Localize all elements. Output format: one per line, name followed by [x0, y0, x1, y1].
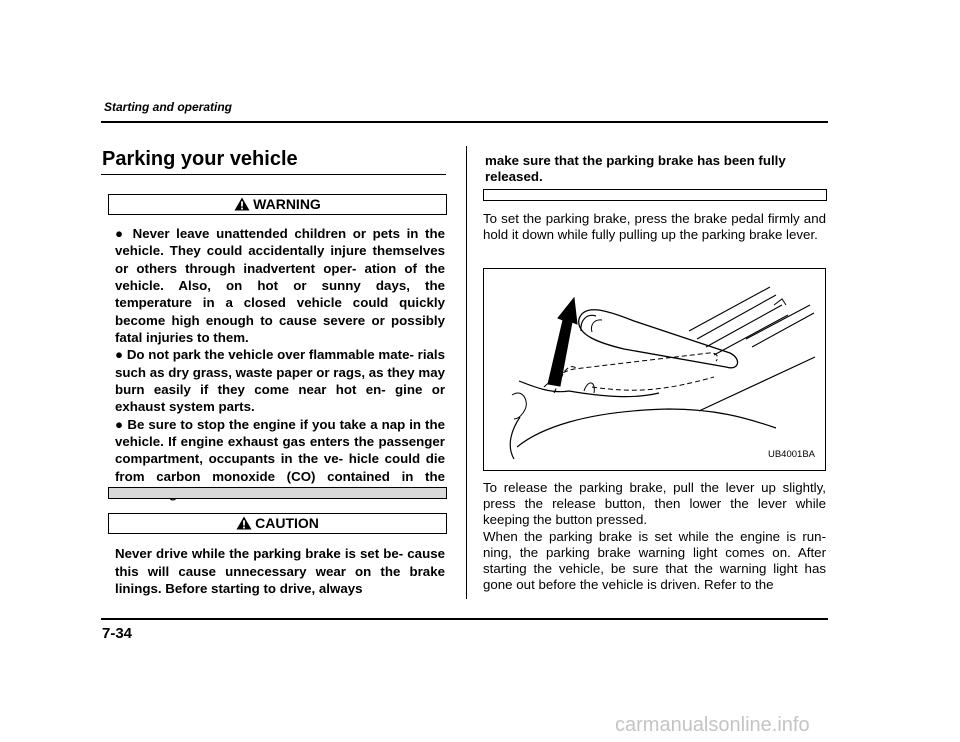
warning-item: ● Be sure to stop the engine if you take a nap in the vehicle. If engine exhaust gas enters the passenger compartment, occupants in the ve- hicle could die from carbon monoxide (CO) contained in the [115, 416, 445, 484]
parking-brake-illustration [483, 268, 826, 471]
heading-rule [101, 174, 446, 175]
paragraph-set-brake: To set the parking brake, press the brake pedal firmly and hold it down while fully pulling up the parking brake lever. [483, 211, 826, 243]
header-rule [101, 121, 828, 123]
warning-label: WARNING [253, 196, 321, 212]
parking-brake-lever-illustration [484, 269, 825, 470]
caution-triangle-icon [236, 516, 252, 530]
paragraph-release-brake [483, 480, 826, 593]
illustration-code: UB4001BA [767, 449, 815, 460]
caution-text-continued: make sure that the parking brake has been fully released. [485, 153, 786, 184]
warning-box-footer [108, 487, 447, 499]
footer-rule [101, 618, 828, 620]
caution-text: Never drive while the parking brake is set be- cause this will cause unnecessary wear on the brake linings. Before starting to drive, always [115, 546, 445, 596]
paragraph-warning-light: When the parking brake is set while the engine is run- ning, the parking brake warning light comes on. After starting the vehicle, be sure that the warning light has gone out before the vehicle is driven. Refer to the [483, 528, 826, 593]
warning-item: ● Never leave unattended children or pets in the vehicle. They could accidentally injure themselves or others through inadvertent oper- ation of the vehicle. Also, on hot or sunny days, the temperature in a closed vehicle could quickly become high enough to cause severe or possibly fatal injuries to them. [115, 226, 445, 346]
paragraph-release: To release the parking brake, pull the lever up slightly, press the release button, then lower the lever while keeping the button pressed. [483, 480, 826, 528]
warning-box-header [108, 194, 447, 215]
caution-box-end [483, 189, 827, 201]
section-title: Starting and operating [104, 100, 233, 114]
caution-label: CAUTION [255, 515, 319, 531]
page-number: 7-34 [102, 625, 133, 642]
warning-text [115, 225, 445, 503]
warning-item: ● Do not park the vehicle over flammable mate- rials such as dry grass, waste paper or rags, as they may burn easily if they come near hot en- gine or exhaust system parts. [115, 347, 445, 415]
column-divider [466, 146, 467, 599]
warning-triangle-icon [234, 197, 250, 211]
watermark: carmanualsonline.info [615, 714, 810, 736]
page-heading: Parking your vehicle [102, 148, 298, 170]
caution-box-header [108, 513, 447, 534]
